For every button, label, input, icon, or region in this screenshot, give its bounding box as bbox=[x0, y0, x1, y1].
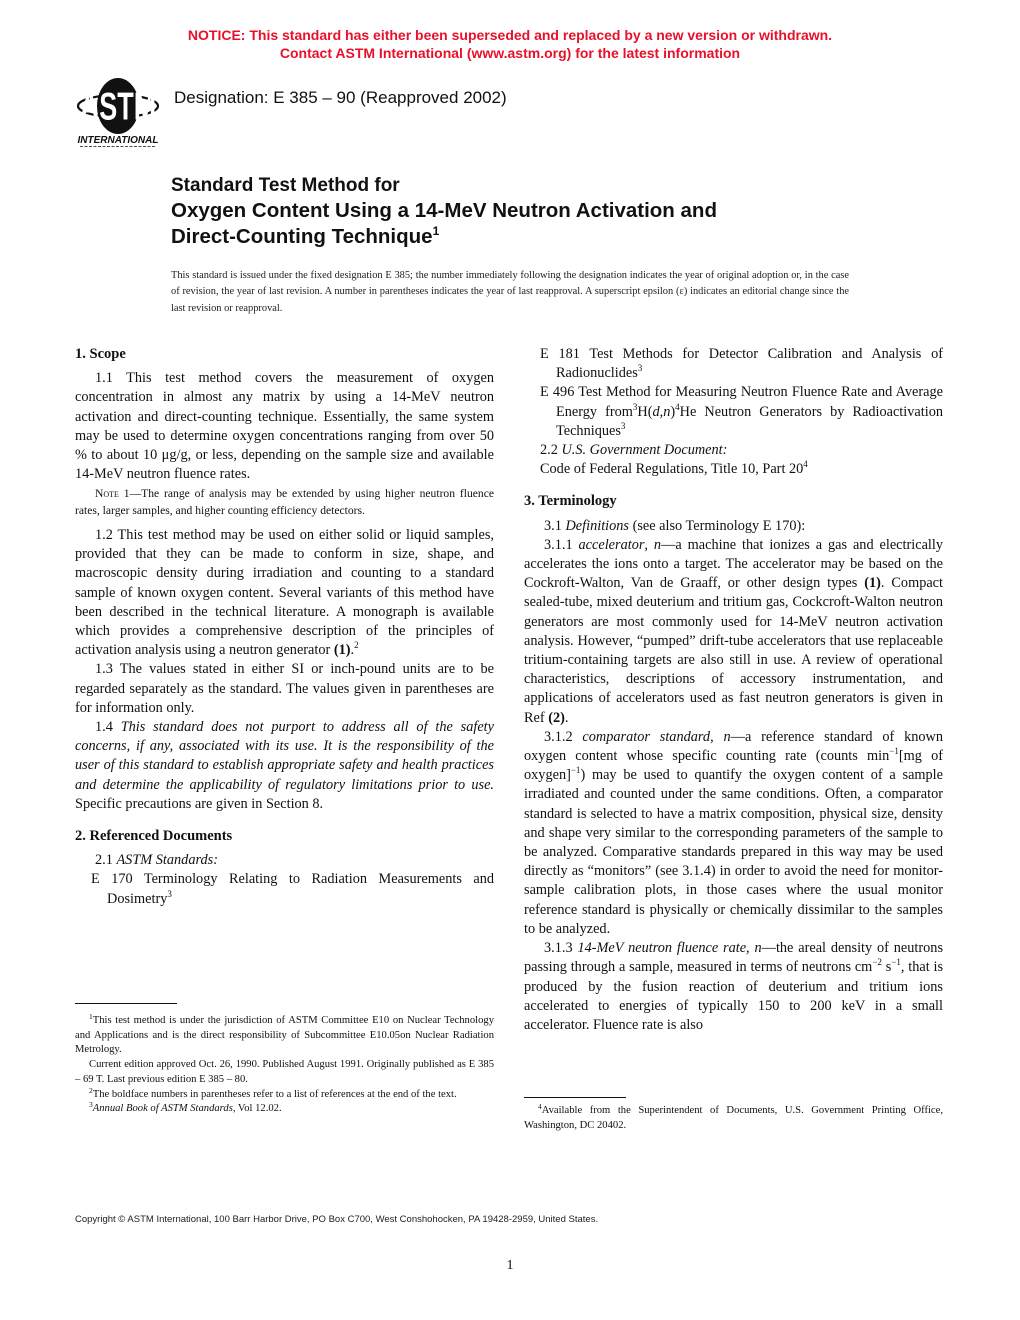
footnote-3-italic: Annual Book of ASTM Standards bbox=[92, 1103, 233, 1115]
footnote-mark-2[interactable]: 2 bbox=[354, 640, 359, 651]
definition-3-1-2-text-c: ) may be used to quantify the oxygen content of a sample irradiated and counted under the same conditions. Often, a comparator standard is selected to have a matrix composition, physical size, density and shape very similar to the corresponding parameters of the sample to be analyzed. Comparative standards prepared in this way may be used directly as “monitors” (see 3.1.4) in order to avoid the need for monitor-sample calibration plots, in those cases where the usual monitor reference standard is physically or chemically dissimilar to the samples to be analyzed. bbox=[524, 767, 943, 937]
definition-3-1-1: 3.1.1 accelerator, n—a machine that ionizes a gas and electrically accelerates the ions onto a target. The accelerator may be based on the Cockroft-Walton, Van de Graaff, or other design types (1). Compact sealed-tube, mixed deuterium and tritium gas, Cockcroft-Walton neutron generators are most commonly used for 14-MeV neutron activation analysis. However, “pumped” drift-tube accelerators that use replaceable tritium-containing targets are also still in use. A review of operational characteristics, descriptions of accessory instrumentation, and applications of accelerators used as fast neutron generators is given in Ref (2). bbox=[524, 536, 944, 726]
reference-e496-text-d: He Neutron Generators by Radioactivation Techniques bbox=[556, 403, 943, 439]
exponent-minus-1b: −1 bbox=[570, 765, 581, 776]
definition-3-1-1-text-a: —a machine that ionizes a gas and electrically accelerates the ions onto a target. The accelerator may be based on the Cockroft-Walton, Van de Graaff, or other design types bbox=[524, 536, 944, 592]
definition-3-1-1-end: . bbox=[564, 709, 569, 726]
logo-international: INTERNATIONAL bbox=[77, 135, 159, 146]
footnote-3 bbox=[75, 1102, 494, 1117]
footnote-1-text: This test method is under the jurisdiction of ASTM Committee E10 on Nuclear Technology and Applications and is the direct responsibility of Subcommittee E10.05on Nuclear Radiation Metrology. bbox=[75, 1015, 494, 1056]
reference-e181-text[interactable]: E 181 Test Methods for Detector Calibration and Analysis of Radionuclides bbox=[540, 346, 943, 382]
section-heading-referenced-documents: 2. Referenced Documents bbox=[75, 828, 233, 845]
footnote-1 bbox=[75, 1014, 494, 1058]
subsection-3-1 bbox=[524, 517, 943, 536]
document-title bbox=[171, 174, 717, 250]
reference-e496-text-c: ) bbox=[670, 403, 676, 420]
definition-3-1-3: 3.1.3 14-MeV neutron fluence rate, n—the areal density of neutrons passing through a sample, measured in terms of neutrons $cm^{-2}$ $s^{-1}$, that is produced by the fusion reaction of deuterium and tritium ions accelerated to energies of typically 150 to 200 keV in a small accelerator. Fluence rate is also bbox=[524, 940, 944, 1033]
astm-logo-icon bbox=[76, 76, 160, 148]
definition-3-1-2: 3.1.2 comparator standard, n—a reference standard of known oxygen content whose specific counting rate (counts $\min^{-1}[mg$ of oxygen]$^{-1}$) may be used to quantify the oxygen content of a sample irradiated and counted under the same conditions. Often, a comparator standard is selected to have a matrix composition, physical size, density and shape very similar to the corresponding parameters of the sample to be analyzed. Comparative standards prepared in this way may be used directly as “monitors” (see 3.1.4) in order to avoid the need for monitor-sample calibration plots, in those cases where the usual monitor reference standard is physically or chemically dissimilar to the samples to be analyzed. bbox=[524, 728, 943, 937]
left-column bbox=[75, 345, 494, 909]
reference-e170-text[interactable]: E 170 Terminology Relating to Radiation Measurements and Dosimetry bbox=[91, 871, 494, 907]
reaction-dn: d,n bbox=[652, 403, 671, 420]
notice-line-2: Contact ASTM International (www.astm.org) for the latest information bbox=[279, 45, 741, 61]
paragraph-1-1: 1.1 This test method covers the measurement of oxygen concentration in almost any matrix by using a 14-MeV neutron activation and direct-counting technique. Essentially, the same system may be used to determine oxygen concentrations ranging from over 50 % to about 10 μg/g, or less, depending on the sample size and available 14-MeV neutron fluence rates. bbox=[75, 370, 494, 483]
footnote-divider-right bbox=[524, 1097, 626, 1098]
subsection-2-2-num: 2.2 bbox=[540, 442, 562, 459]
definition-3-1-3-term: 14-MeV neutron fluence rate bbox=[577, 940, 747, 957]
title-line-1: Standard Test Method for bbox=[171, 175, 400, 196]
reference-e181 bbox=[524, 345, 943, 383]
definition-3-1-1-n: n bbox=[653, 536, 662, 553]
reference-link-1[interactable]: (1) bbox=[333, 642, 351, 659]
reference-e496 bbox=[524, 383, 943, 441]
exponent-minus-2: −2 bbox=[872, 957, 882, 968]
paragraph-1-2-text: 1.2 This test method may be used on either solid or liquid samples, provided that they can be made to conform in size, shape, and macroscopic density during irradiation and counting to a standard sample of known oxygen content. Several variants of this method have been described in the technical literature. A monograph is available which provides a comprehensive description of the principles of activation analysis using a neutron generator bbox=[75, 527, 494, 659]
definition-3-1-2-term: comparator standard bbox=[582, 728, 711, 745]
paragraph-1-2-end: . bbox=[350, 642, 355, 659]
footnotes-left bbox=[75, 1014, 494, 1117]
designation: Designation: E 385 – 90 (Reapproved 2002) bbox=[174, 88, 507, 107]
title-line-2: Oxygen Content Using a 14-MeV Neutron Activation and bbox=[171, 199, 717, 222]
definition-3-1-3-text-a: —the areal density of neutrons passing through a sample, measured in terms of neutrons cm bbox=[524, 940, 944, 976]
subsection-3-1-num: 3.1 bbox=[544, 517, 566, 534]
paragraph-1-4-num: 1.4 bbox=[95, 719, 121, 736]
footnote-1-edition: Current edition approved Oct. 26, 1990. Published August 1991. Originally published as E 385 – 69 T. Last previous edition E 385 – 80. bbox=[75, 1059, 494, 1085]
reference-cfr-text: Code of Federal Regulations, Title 10, Part 20 bbox=[540, 461, 804, 478]
footnotes-right bbox=[524, 1104, 943, 1133]
note-1-label: Note 1 bbox=[95, 487, 130, 501]
reference-cfr bbox=[524, 460, 943, 479]
withdrawn-notice bbox=[0, 26, 1020, 62]
isotope-superscript-4: 4 bbox=[675, 401, 680, 412]
subsection-2-2-label: U.S. Government Document: bbox=[561, 442, 728, 459]
footnote-4 bbox=[524, 1104, 943, 1133]
definition-3-1-1-text-b: . Compact sealed-tube, mixed deuterium and tritium gas, Cockcroft-Walton neutron generators are most commonly used for 14-MeV neutron activation analysis. However, “pumped” drift-tube accelerators that use replaceable tritium-containing targets are also still in use. A review of operational characteristics, descriptions of accessory instrumentation, and applications of accelerators used as fast neutron generators is given in Ref bbox=[524, 575, 944, 726]
astm-international-logo bbox=[76, 76, 160, 148]
paragraph-1-4 bbox=[75, 718, 494, 814]
subsection-2-1-num: 2.1 bbox=[95, 852, 117, 869]
subsection-2-1 bbox=[75, 851, 494, 870]
reference-link-1b[interactable]: (1) bbox=[864, 575, 881, 592]
definition-3-1-2-text-a: —a reference standard of known oxygen content whose specific counting rate (counts min bbox=[524, 728, 943, 765]
footnote-1-mark: 1 bbox=[89, 1012, 93, 1021]
definition-3-1-3-n: n bbox=[754, 940, 762, 957]
paragraph-1-3: 1.3 The values stated in either SI or inch-pound units are to be regarded separately as the standard. The values given in parentheses are for information only. bbox=[75, 661, 494, 716]
definition-3-1-2-n: n bbox=[723, 728, 731, 745]
definition-3-1-2-text-b: [mg of oxygen] bbox=[524, 748, 943, 784]
exponent-minus-1a: −1 bbox=[889, 746, 899, 757]
reference-e170 bbox=[75, 870, 494, 908]
paragraph-1-2 bbox=[75, 526, 494, 660]
definition-3-1-1-num: 3.1.1 bbox=[544, 536, 579, 553]
note-1-text: —The range of analysis may be extended by using higher neutron fluence rates, larger samples, and higher counting efficiency detectors. bbox=[75, 487, 494, 518]
footnote-3-mark: 3 bbox=[89, 1100, 93, 1110]
exponent-minus-1c: −1 bbox=[891, 957, 901, 968]
right-column bbox=[524, 345, 943, 1035]
notice-line-1: NOTICE: This standard has either been superseded and replaced by a new version or withdrawn. bbox=[187, 27, 833, 43]
footnote-2-mark: 2 bbox=[89, 1085, 93, 1095]
footnote-4-text: Available from the Superintendent of Documents, U.S. Government Printing Office, Washington, DC 20402. bbox=[524, 1105, 943, 1131]
footnote-mark-3b[interactable]: 3 bbox=[637, 363, 643, 374]
subsection-3-1-rest: (see also Terminology E 170): bbox=[629, 517, 806, 534]
footnote-mark-4[interactable]: 4 bbox=[803, 459, 808, 470]
reference-e496-text-a[interactable]: E 496 Test Method for Measuring Neutron Fluence Rate and Average Energy from bbox=[540, 384, 943, 420]
definition-3-1-1-term: accelerator bbox=[578, 536, 645, 553]
title-line-3 bbox=[171, 224, 717, 250]
reference-e496-text-b: H( bbox=[637, 403, 653, 420]
definition-3-1-2-num: 3.1.2 bbox=[544, 728, 583, 745]
definition-3-1-3-text-b: s bbox=[881, 959, 892, 976]
footnote-2 bbox=[75, 1085, 494, 1103]
title-line-3-text: Direct-Counting Technique bbox=[171, 225, 433, 248]
footnote-mark-3[interactable]: 3 bbox=[167, 888, 172, 899]
section-heading-terminology: 3. Terminology bbox=[524, 493, 617, 510]
note-1 bbox=[75, 486, 494, 520]
title-footnote-mark: 1 bbox=[432, 224, 440, 238]
subsection-2-1-label: ASTM Standards: bbox=[116, 852, 218, 869]
issue-note: This standard is issued under the fixed designation E 385; the number immediately following the designation indicates the year of original adoption or, in the case of revision, the year of last revision. A number in parentheses indicates the year of last reapproval. A superscript epsilon (ε) indicates an editorial change since the last revision or reapproval. bbox=[171, 270, 849, 314]
logo-letters: ASTM bbox=[79, 85, 157, 129]
section-heading-scope: 1. Scope bbox=[75, 346, 126, 362]
footnote-divider-left bbox=[75, 1003, 177, 1004]
paragraph-1-4-italic: This standard does not purport to address all of the safety concerns, if any, associated with its use. It is the responsibility of the user of this standard to establish appropriate safety and health practices and determine the applicability of regulatory limitations prior to use. bbox=[75, 719, 494, 793]
reference-link-2[interactable]: (2) bbox=[548, 709, 565, 726]
paragraph-1-4-rest: Specific precautions are given in Section 8. bbox=[75, 795, 324, 812]
definition-3-1-3-text-c: , that is produced by the fusion reaction of deuterium and tritium ions accelerated to energies of typically 150 to 200 keV in a small accelerator. Fluence rate is also bbox=[524, 959, 944, 1033]
footnote-mark-3c[interactable]: 3 bbox=[620, 420, 626, 431]
footnote-3-rest: , Vol 12.02. bbox=[232, 1103, 282, 1115]
footnote-2-text: The boldface numbers in parentheses refer to a list of references at the end of the text. bbox=[92, 1088, 457, 1100]
copyright-notice: Copyright © ASTM International, 100 Barr Harbor Drive, PO Box C700, West Conshohocken, PA 19428-2959, United States. bbox=[75, 1214, 599, 1225]
isotope-superscript-3: 3 bbox=[632, 401, 638, 412]
subsection-3-1-label: Definitions bbox=[565, 517, 629, 534]
page-number: 1 bbox=[506, 1258, 514, 1273]
footnote-4-mark: 4 bbox=[538, 1102, 542, 1111]
definition-3-1-3-num: 3.1.3 bbox=[544, 940, 578, 957]
subsection-2-2 bbox=[524, 441, 943, 460]
